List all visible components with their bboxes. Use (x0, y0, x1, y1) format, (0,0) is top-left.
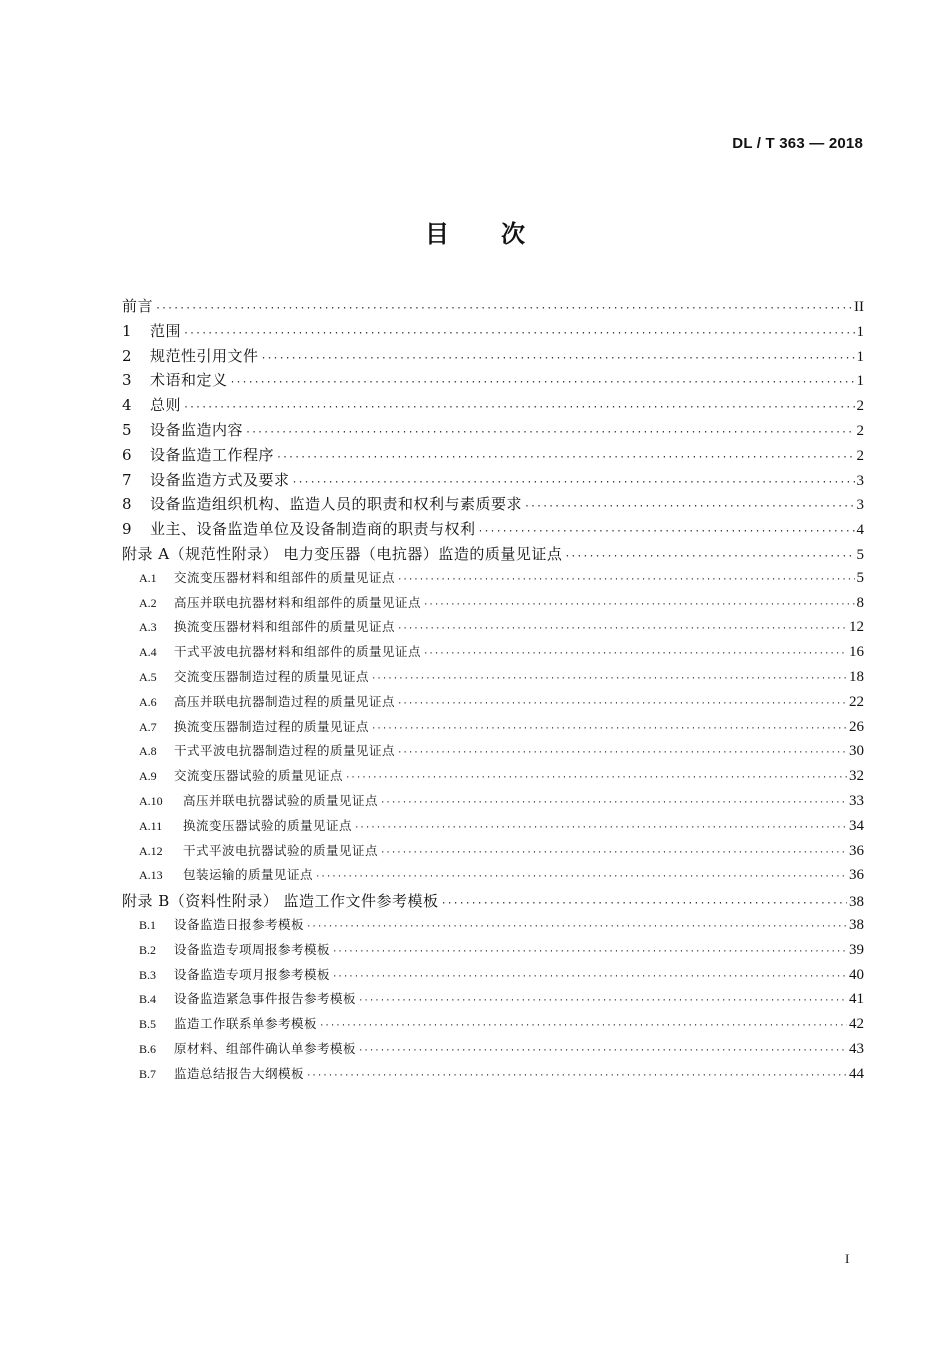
toc-entry-title: 原材料、组部件确认单参考模板 (174, 1040, 357, 1056)
toc-entry-a7[interactable] (122, 717, 864, 742)
toc-entry-title: 设备监造紧急事件报告参考模板 (174, 991, 357, 1007)
toc-entry-page: 39 (849, 941, 864, 958)
toc-entry-a4[interactable] (122, 642, 864, 667)
toc-entry-page: II (854, 299, 864, 315)
toc-entry-page: 44 (849, 1065, 864, 1082)
toc-entry-title: 附录 A（规范性附录） 电力变压器（电抗器）监造的质量见证点 (122, 544, 563, 563)
toc-leader-dots (423, 600, 854, 610)
toc-entry-b7[interactable] (122, 1064, 864, 1089)
toc-entry-title: 范围 (150, 321, 182, 340)
toc-entry-2[interactable] (122, 345, 864, 370)
toc-entry-number: A.10 (139, 793, 163, 808)
toc-entry-b4[interactable] (122, 989, 864, 1014)
toc-entry-title: 设备监造方式及要求 (150, 470, 290, 489)
toc-entry-a2[interactable] (122, 593, 864, 618)
toc-leader-dots (380, 798, 847, 808)
toc-entry-title: 高压并联电抗器制造过程的质量见证点 (174, 693, 396, 709)
toc-entry-title: 换流变压器材料和组部件的质量见证点 (174, 619, 396, 635)
toc-entry-page: 41 (849, 991, 864, 1008)
toc-entry-number: B.1 (139, 917, 157, 932)
toc-entry-number: B.5 (139, 1017, 157, 1032)
toc-entry-a5[interactable] (122, 667, 864, 692)
toc-entry-a8[interactable] (122, 741, 864, 766)
toc-entry-7[interactable] (122, 469, 864, 494)
toc-entry-9[interactable] (122, 518, 864, 543)
toc-entry-b5[interactable] (122, 1014, 864, 1039)
toc-entry-page: 32 (849, 768, 864, 785)
toc-leader-dots (397, 748, 847, 758)
toc-leader-dots (397, 575, 854, 585)
toc-entry-page: 2 (856, 447, 864, 464)
toc-entry-preface[interactable] (122, 295, 864, 320)
toc-entry-page: 1 (856, 323, 864, 340)
toc-leader-dots (332, 947, 847, 957)
toc-entry-title: 规范性引用文件 (150, 346, 259, 365)
toc-entry-title: 设备监造组织机构、监造人员的职责和权利与素质要求 (150, 495, 523, 514)
toc-entry-page: 42 (849, 1016, 864, 1033)
toc-entry-title: 干式平波电抗器试验的质量见证点 (183, 842, 379, 858)
toc-leader-dots (315, 872, 847, 882)
toc-leader-dots (345, 773, 847, 783)
toc-entry-page: 22 (849, 693, 864, 710)
toc-leader-dots (478, 526, 855, 537)
toc-entry-page: 36 (849, 842, 864, 859)
toc-leader-dots (245, 427, 854, 438)
toc-entry-page: 5 (856, 546, 864, 563)
toc-entry-5[interactable] (122, 419, 864, 444)
toc-entry-page: 43 (849, 1040, 864, 1057)
toc-leader-dots (332, 972, 847, 982)
toc-entry-page: 38 (849, 894, 864, 911)
toc-entry-number: 8 (122, 495, 132, 514)
toc-entry-title: 业主、设备监造单位及设备制造商的职责与权利 (150, 520, 476, 539)
toc-entry-title: 监造总结报告大纲模板 (174, 1065, 305, 1081)
toc-entry-number: A.13 (139, 868, 163, 883)
toc-entry-number: A.12 (139, 843, 163, 858)
toc-entry-page: 18 (849, 668, 864, 685)
toc-entry-b3[interactable] (122, 965, 864, 990)
toc-entry-number: B.6 (139, 1041, 157, 1056)
toc-entry-title: 设备监造专项周报参考模板 (174, 941, 331, 957)
toc-entry-title: 换流变压器制造过程的质量见证点 (174, 718, 370, 734)
toc-entry-number: 1 (122, 321, 132, 340)
toc-entry-a12[interactable] (122, 841, 864, 866)
toc-entry-1[interactable] (122, 320, 864, 345)
toc-entry-a6[interactable] (122, 692, 864, 717)
toc-entry-page: 8 (856, 594, 864, 611)
toc-entry-number: A.7 (139, 719, 157, 734)
toc-entry-title: 高压并联电抗器材料和组部件的质量见证点 (174, 594, 422, 610)
toc-leader-dots (524, 501, 854, 512)
toc-entry-6[interactable] (122, 444, 864, 469)
toc-entry-number: A.5 (139, 669, 157, 684)
toc-entry-page: 33 (849, 792, 864, 809)
toc-entry-title: 设备监造日报参考模板 (174, 916, 305, 932)
toc-entry-b6[interactable] (122, 1039, 864, 1064)
toc-entry-b1[interactable] (122, 915, 864, 940)
toc-entry-a9[interactable] (122, 766, 864, 791)
toc-leader-dots (319, 1021, 847, 1031)
toc-entry-number: A.9 (139, 769, 157, 784)
toc-entry-3[interactable] (122, 369, 864, 394)
toc-entry-number: A.3 (139, 620, 157, 635)
toc-entry-number: A.6 (139, 694, 157, 709)
toc-leader-dots (354, 823, 847, 833)
toc-leader-dots (183, 402, 854, 413)
toc-entry-b2[interactable] (122, 940, 864, 965)
toc-entry-number: 5 (122, 420, 132, 439)
toc-entry-4[interactable] (122, 394, 864, 419)
toc-entry-a3[interactable] (122, 617, 864, 642)
page-title: 目次 (425, 220, 577, 248)
toc-entry-number: B.4 (139, 992, 157, 1007)
toc-entry-8[interactable] (122, 493, 864, 518)
toc-entry-number: A.4 (139, 645, 157, 660)
toc-entry-page: 5 (856, 569, 864, 586)
toc-entry-number: 3 (122, 371, 132, 390)
toc-entry-number: B.7 (139, 1066, 157, 1081)
toc-entry-page: 34 (849, 817, 864, 834)
toc-entry-number: B.3 (139, 967, 157, 982)
toc-entry-a11[interactable] (122, 816, 864, 841)
toc-entry-page: 40 (849, 966, 864, 983)
toc-leader-dots (306, 1071, 847, 1081)
toc-leader-dots (261, 353, 855, 364)
toc-leader-dots (380, 848, 847, 858)
toc-leader-dots (306, 922, 847, 932)
toc-entry-page: 12 (849, 619, 864, 636)
toc-entry-number: 7 (122, 470, 132, 489)
toc-entry-title: 干式平波电抗器制造过程的质量见证点 (174, 743, 396, 759)
toc-entry-title: 总则 (150, 396, 182, 415)
toc-leader-dots (276, 452, 854, 463)
page-number: I (845, 1251, 850, 1266)
toc-leader-dots (292, 477, 855, 488)
toc-entry-title: 交流变压器制造过程的质量见证点 (174, 668, 370, 684)
toc-entry-a1[interactable] (122, 568, 864, 593)
toc-entry-number: 4 (122, 396, 132, 415)
toc-leader-dots (183, 328, 854, 339)
toc-entry-title: 干式平波电抗器材料和组部件的质量见证点 (174, 644, 422, 660)
toc-leader-dots (397, 699, 847, 709)
toc-entry-title: 监造工作联系单参考模板 (174, 1016, 318, 1032)
toc-entry-page: 3 (856, 497, 864, 514)
toc-leader-dots (358, 1046, 847, 1056)
toc-entry-page: 38 (849, 916, 864, 933)
toc-entry-title: 术语和定义 (150, 371, 228, 390)
toc-entry-title: 包装运输的质量见证点 (183, 867, 314, 883)
toc-leader-dots (441, 898, 847, 909)
toc-entry-a10[interactable] (122, 791, 864, 816)
toc-entry-page: 1 (856, 373, 864, 390)
toc-entry-title: 附录 B（资料性附录） 监造工作文件参考模板 (122, 892, 439, 911)
toc-entry-number: B.2 (139, 942, 157, 957)
table-of-contents (122, 295, 864, 1089)
toc-leader-dots (371, 674, 847, 684)
toc-leader-dots (423, 649, 847, 659)
toc-entry-page: 2 (856, 422, 864, 439)
toc-entry-page: 2 (856, 398, 864, 415)
toc-leader-dots (358, 996, 847, 1006)
toc-entry-title: 设备监造工作程序 (150, 445, 275, 464)
toc-entry-title: 前言 (122, 297, 154, 315)
toc-entry-page: 30 (849, 743, 864, 760)
toc-entry-page: 26 (849, 718, 864, 735)
toc-entry-page: 1 (856, 348, 864, 365)
toc-leader-dots (397, 624, 847, 634)
toc-entry-number: A.8 (139, 744, 157, 759)
toc-entry-page: 36 (849, 867, 864, 884)
toc-entry-title: 设备监造内容 (150, 420, 244, 439)
toc-entry-number: 6 (122, 445, 132, 464)
toc-entry-number: A.11 (139, 818, 163, 833)
toc-entry-page: 4 (856, 522, 864, 539)
toc-entry-a13[interactable] (122, 865, 864, 890)
toc-entry-number: A.1 (139, 570, 157, 585)
toc-entry-page: 3 (856, 472, 864, 489)
toc-entry-number: A.2 (139, 595, 157, 610)
toc-leader-dots (564, 551, 854, 562)
toc-entry-appendix-b[interactable] (122, 890, 864, 915)
toc-entry-page: 16 (849, 644, 864, 661)
toc-leader-dots (371, 724, 847, 734)
toc-entry-title: 交流变压器材料和组部件的质量见证点 (174, 569, 396, 585)
toc-leader-dots (230, 377, 855, 388)
toc-entry-title: 换流变压器试验的质量见证点 (183, 817, 353, 833)
toc-entry-title: 高压并联电抗器试验的质量见证点 (183, 792, 379, 808)
toc-entry-number: 2 (122, 346, 132, 365)
toc-entry-number: 9 (122, 520, 132, 539)
standard-code: DL / T 363 — 2018 (732, 135, 863, 152)
toc-leader-dots (155, 303, 852, 314)
toc-entry-title: 设备监造专项月报参考模板 (174, 966, 331, 982)
toc-entry-title: 交流变压器试验的质量见证点 (174, 768, 344, 784)
toc-entry-appendix-a[interactable] (122, 543, 864, 568)
